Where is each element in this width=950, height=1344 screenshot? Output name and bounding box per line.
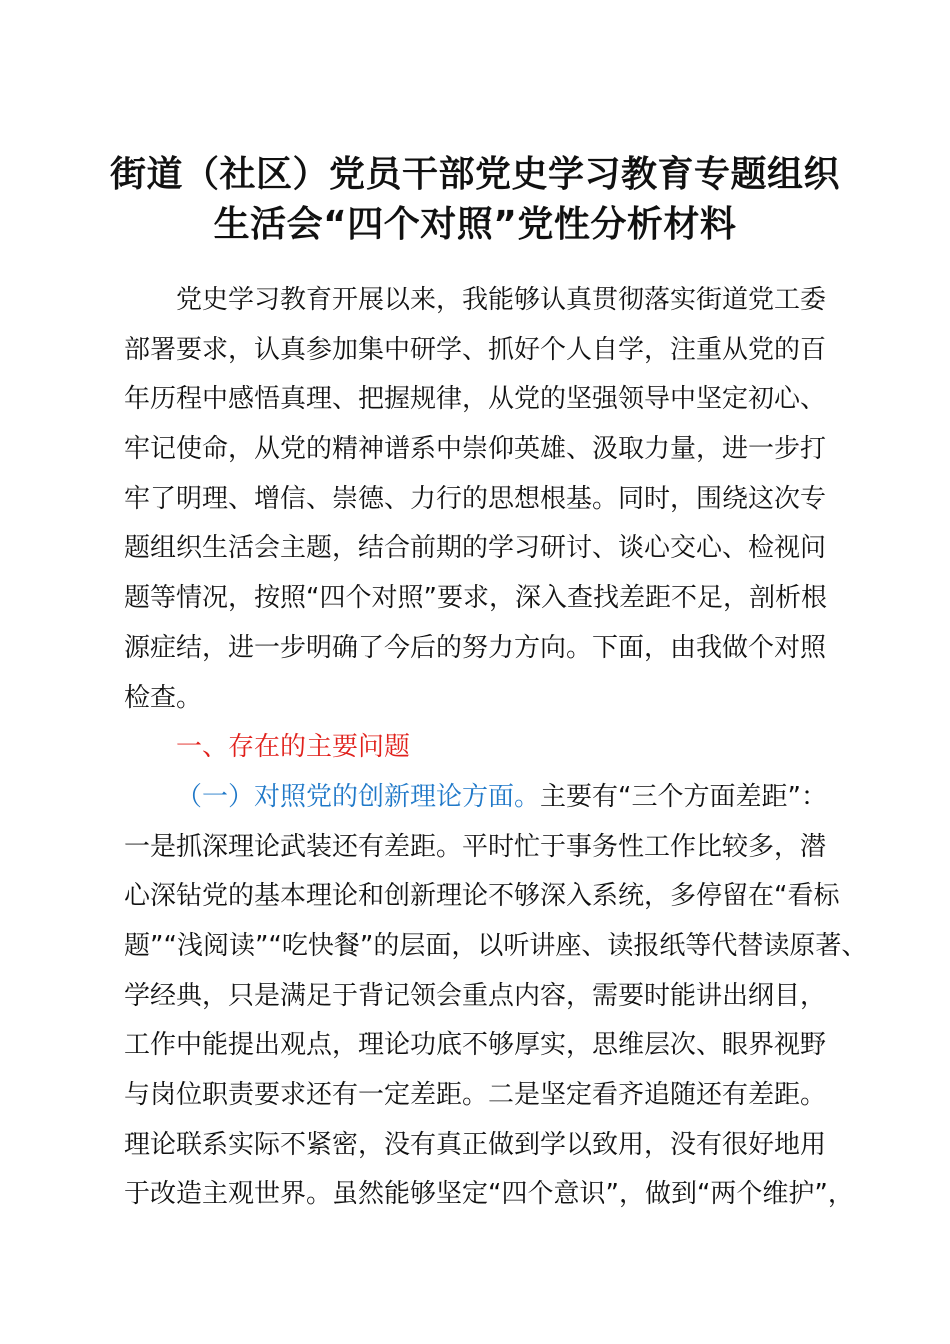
- body-line: 心深钻党的基本理论和创新理论不够深入系统，多停留在“看标: [124, 881, 840, 912]
- body-line: 理论联系实际不紧密，没有真正做到学以致用，没有很好地用: [124, 1129, 827, 1160]
- body-line: 学经典，只是满足于背记领会重点内容，需要时能讲出纲目，: [124, 980, 827, 1011]
- intro-line: 牢了明理、增信、崇德、力行的思想根基。同时，围绕这次专: [124, 483, 827, 514]
- body-line: 于改造主观世界。虽然能够坚定“四个意识”，做到“两个维护”，: [124, 1179, 854, 1210]
- intro-line: 党史学习教育开展以来，我能够认真贯彻落实街道党工委: [176, 285, 827, 315]
- intro-line: 源症结，进一步明确了今后的努力方向。下面，由我做个对照: [124, 632, 827, 663]
- title-line-2: 生活会“四个对照”党性分析材料: [213, 204, 737, 245]
- body-line: 一是抓深理论武装还有差距。平时忙于事务性工作比较多，潜: [124, 831, 827, 862]
- subsection-lead-text: 主要有“三个方面差距”：: [540, 781, 827, 812]
- title-line-1: 街道（社区）党员干部党史学习教育专题组织: [109, 154, 840, 195]
- subsection-heading: （一）对照党的创新理论方面。: [176, 781, 541, 812]
- body-line: 题”“浅阅读”“吃快餐”的层面，以听讲座、读报纸等代替读原著、: [124, 930, 868, 961]
- body-line: 工作中能提出观点，理论功底不够厚实，思维层次、眼界视野: [124, 1030, 827, 1061]
- body-line: 与岗位职责要求还有一定差距。二是坚定看齐追随还有差距。: [124, 1080, 827, 1110]
- intro-line: 题等情况，按照“四个对照”要求，深入查找差距不足，剖析根: [124, 583, 827, 614]
- intro-line: 题组织生活会主题，结合前期的学习研讨、谈心交心、检视问: [124, 533, 827, 564]
- intro-line: 牢记使命，从党的精神谱系中崇仰英雄、汲取力量，进一步打: [124, 434, 827, 465]
- document-body: [124, 276, 868, 1220]
- document-title: [100, 150, 850, 250]
- intro-line: 部署要求，认真参加集中研学、抓好个人自学，注重从党的百: [124, 334, 827, 365]
- intro-line: 检查。: [124, 682, 203, 713]
- section-heading: 一、存在的主要问题: [176, 732, 411, 763]
- intro-line: 年历程中感悟真理、把握规律，从党的坚强领导中坚定初心、: [124, 384, 827, 415]
- subsection-line: [124, 773, 836, 823]
